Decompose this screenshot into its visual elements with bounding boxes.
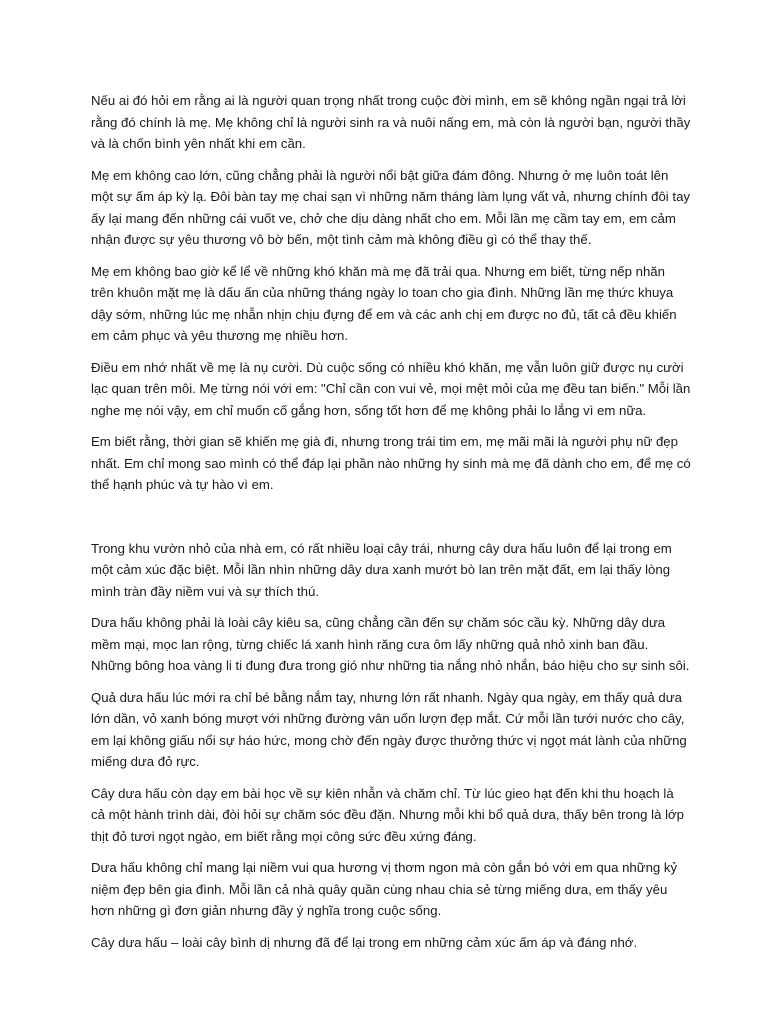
paragraph: Quả dưa hấu lúc mới ra chỉ bé bằng nắm tay, nhưng lớn rất nhanh. Ngày qua ngày, em thấy quả dưa lớn dần, vỏ xanh bóng mượt với những đường vân uốn lượn đẹp mắt. Cứ mỗi lần tưới nước cho cây, em lại không giấu nổi sự háo hức, mong chờ đến ngày được thưởng thức vị ngọt mát lành của những miếng dưa đỏ rực. (91, 689, 687, 769)
paragraph: Trong khu vườn nhỏ của nhà em, có rất nhiều loại cây trái, nhưng cây dưa hấu luôn để lại trong em một cảm xúc đặc biệt. Mỗi lần nhìn những dây dưa xanh mướt bò lan trên mặt đất, em lại thấy lòng mình tràn đầy niềm vui và sự thích thú. (91, 540, 672, 599)
paragraph: Dưa hấu không phải là loài cây kiêu sa, cũng chẳng cần đến sự chăm sóc cầu kỳ. Những dây dưa mềm mại, mọc lan rộng, từng chiếc lá xanh hình răng cưa ôm lấy những quả nhỏ xinh ban đầu. Những bông hoa vàng li ti đung đưa trong gió như những tia nắng nhỏ nhắn, báo hiệu cho sự sinh sôi. (91, 615, 690, 673)
paragraph: Mẹ em không bao giờ kể lể về những khó khăn mà mẹ đã trải qua. Nhưng em biết, từng nếp nhăn trên khuôn mặt mẹ là dấu ấn của những tháng ngày lo toan cho gia đình. Những lần mẹ thức khuya dậy sớm, những lúc mẹ nhẫn nhịn chịu đựng để em và các anh chị em được no đủ, tất cả đều khiến em cảm phục và yêu thương mẹ nhiều hơn. (91, 263, 677, 343)
paragraph: Nếu ai đó hỏi em rằng ai là người quan trọng nhất trong cuộc đời mình, em sẽ không ngần ngại trả lời rằng đó chính là mẹ. Mẹ không chỉ là người sinh ra và nuôi nấng em, mà còn là người bạn, người thầy và là chốn bình yên nhất khi em cần. (91, 93, 691, 151)
paragraph: Điều em nhớ nhất về mẹ là nụ cười. Dù cuộc sống có nhiều khó khăn, mẹ vẫn luôn giữ được nụ cười lạc quan trên môi. Mẹ từng nói với em: "Chỉ cần con vui vẻ, mọi mệt mỏi của mẹ đều tan biến." Mỗi lần nghe mẹ nói vậy, em chỉ muốn cố gắng hơn, sống tốt hơn để mẹ không phải lo lắng vì em nữa. (91, 359, 691, 418)
paragraph: Cây dưa hấu – loài cây bình dị nhưng đã để lại trong em những cảm xúc ấm áp và đáng nhớ. (91, 934, 638, 950)
paragraph: Mẹ em không cao lớn, cũng chẳng phải là người nổi bật giữa đám đông. Nhưng ở mẹ luôn toát lên một sự ấm áp kỳ lạ. Đôi bàn tay mẹ chai sạn vì những năm tháng làm lụng vất vả, nhưng chính đôi tay ấy lại mang đến những cái vuốt ve, chở che dịu dàng nhất cho em. Mỗi lần mẹ cầm tay em, em cảm nhận được sự yêu thương vô bờ bến, một tình cảm mà không điều gì có thể thay thế. (91, 167, 690, 247)
paragraph: Cây dưa hấu còn dạy em bài học về sự kiên nhẫn và chăm chỉ. Từ lúc gieo hạt đến khi thu hoạch là cả một hành trình dài, đòi hỏi sự chăm sóc đều đặn. Nhưng mỗi khi bổ quả dưa, thấy bên trong là lớp thịt đỏ tươi ngọt ngào, em biết rằng mọi công sức đều xứng đáng. (91, 785, 685, 844)
essay-watermelon (91, 538, 691, 954)
section-spacer (91, 506, 691, 538)
paragraph: Em biết rằng, thời gian sẽ khiến mẹ già đi, nhưng trong trái tim em, mẹ mãi mãi là người phụ nữ đẹp nhất. Em chỉ mong sao mình có thể đáp lại phần nào những hy sinh mà mẹ đã dành cho em, để mẹ có thể hạnh phúc và tự hào vì em. (91, 434, 691, 492)
essay-mother (91, 90, 691, 496)
paragraph: Dưa hấu không chỉ mang lại niềm vui qua hương vị thơm ngon mà còn gắn bó với em qua những kỷ niệm đẹp bên gia đình. Mỗi lần cả nhà quây quần cùng nhau chia sẻ từng miếng dưa, em thấy yêu hơn những gì đơn giản nhưng đầy ý nghĩa trong cuộc sống. (91, 860, 678, 918)
document-page (91, 90, 691, 963)
